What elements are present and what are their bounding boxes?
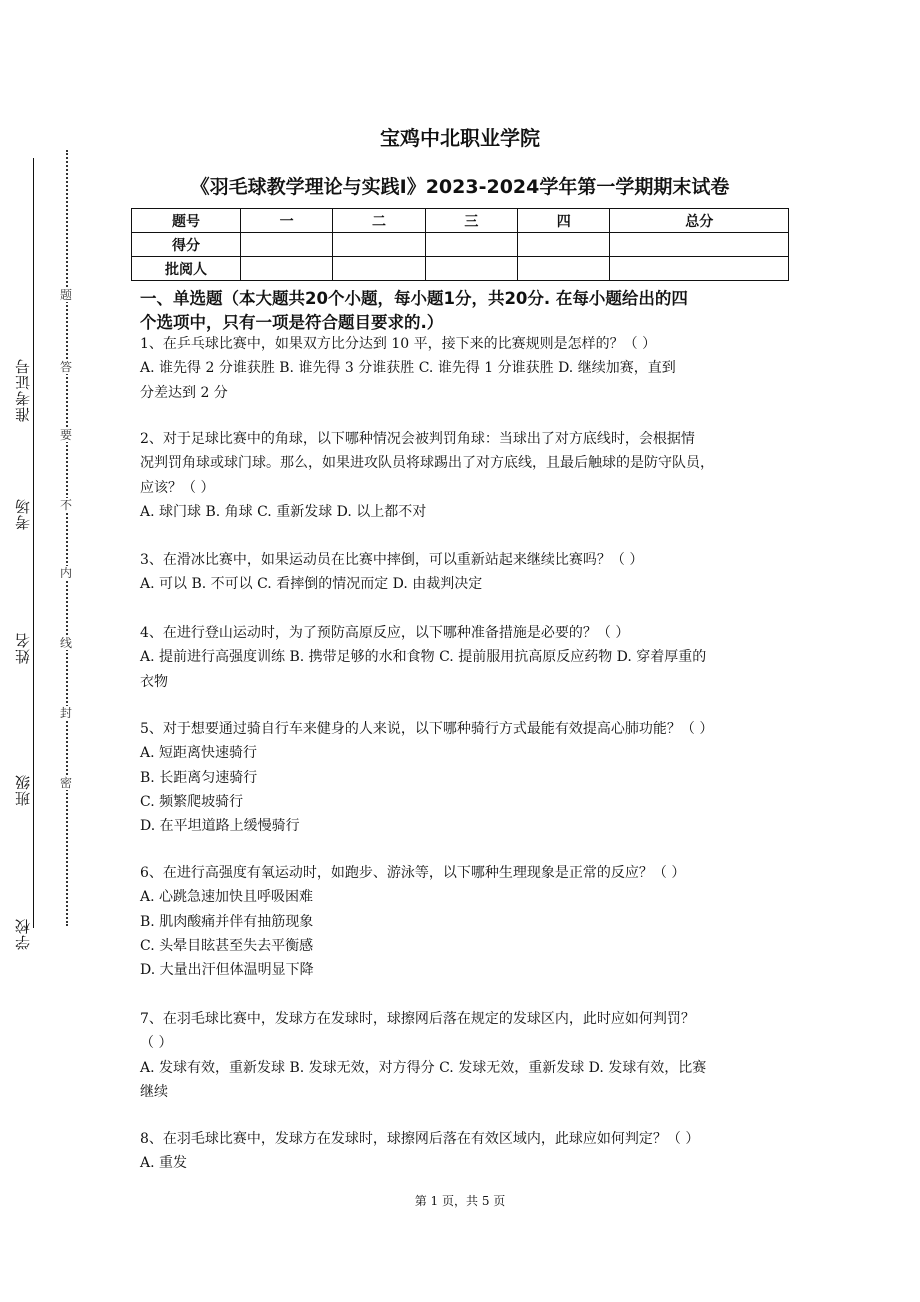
seal-char: 内 (59, 566, 72, 580)
question-line: A. 可以 B. 不可以 C. 看摔倒的情况而定 D. 由裁判决定 (140, 576, 483, 593)
score-table-header-cell: 四 (518, 209, 610, 233)
question-line: （ ） (140, 1035, 173, 1052)
seal-char: 线 (59, 636, 72, 650)
question-line: 1、在乒乓球比赛中，如果双方比分达到 10 平，接下来的比赛规则是怎样的？（ ） (140, 336, 657, 352)
seal-char: 要 (59, 428, 72, 442)
seal-char: 答 (59, 360, 72, 374)
score-table-row (132, 233, 789, 257)
question-line: 况判罚角球或球门球。那么，如果进攻队员将球踢出了对方底线，且最后触球的是防守队员， (140, 455, 714, 472)
score-cell (425, 233, 517, 257)
question-line: A. 发球有效，重新发球 B. 发球无效，对方得分 C. 发球无效，重新发球 D. 发球有效，比赛 (140, 1059, 707, 1076)
question-line: D. 大量出汗但体温明显下降 (140, 962, 314, 979)
score-table-header-cell: 二 (333, 209, 425, 233)
section-heading (140, 287, 800, 335)
question-line: A. 球门球 B. 角球 C. 重新发球 D. 以上都不对 (140, 503, 427, 520)
question-5 (140, 717, 795, 838)
score-cell (610, 233, 789, 257)
score-table-header-cell: 总分 (610, 209, 789, 233)
question-line: 6、在进行高强度有氧运动时，如跑步、游泳等，以下哪种生理现象是正常的反应？（ ） (140, 865, 686, 881)
question-6 (140, 861, 795, 982)
question-line: C. 频繁爬坡骑行 (140, 793, 244, 810)
side-field-class: 班级 (14, 774, 32, 806)
score-table-header-cell: 一 (241, 209, 333, 233)
school-title: 宝鸡中北职业学院 (380, 126, 540, 150)
question-line: 2、对于足球比赛中的角球，以下哪种情况会被判罚角球：当球出了对方底线时，会根据情 (140, 431, 695, 447)
score-cell (241, 233, 333, 257)
side-field-exam-room: 考场 (14, 498, 32, 530)
question-line: 3、在滑冰比赛中，如果运动员在比赛中摔倒，可以重新站起来继续比赛吗？（ ） (140, 552, 644, 568)
binding-solid-line (33, 158, 34, 928)
question-line: A. 提前进行高强度训练 B. 携带足够的水和食物 C. 提前服用抗高原反应药物 D. 穿着厚重的 (140, 649, 707, 666)
question-line: A. 心跳急速加快且呼吸困难 (140, 889, 314, 906)
question-line: A. 谁先得 2 分谁获胜 B. 谁先得 3 分谁获胜 C. 谁先得 1 分谁获胜 D. 继续加赛，直到 (140, 360, 676, 377)
side-field-name: 姓名 (14, 632, 32, 664)
score-cell (518, 257, 610, 281)
score-table-header-cell: 题号 (132, 209, 241, 233)
section-heading-line: 一、单选题（本大题共20个小题，每小题1分，共20分. 在每小题给出的四 (140, 289, 688, 308)
question-line: A. 短距离快速骑行 (140, 745, 258, 762)
question-line: 继续 (140, 1083, 168, 1100)
question-line: B. 长距离匀速骑行 (140, 769, 258, 786)
question-3 (140, 548, 795, 597)
side-field-school: 学校 (14, 918, 32, 950)
side-field-exam-number: 准考证号 (14, 358, 32, 422)
seal-char: 密 (59, 776, 72, 790)
question-line: 分差达到 2 分 (140, 384, 228, 401)
score-row-label: 批阅人 (132, 257, 241, 281)
page-footer: 第 1 页，共 5 页 (414, 1194, 506, 1208)
section-heading-line: 个选项中，只有一项是符合题目要求的.） (140, 313, 444, 332)
question-line: 衣物 (140, 673, 168, 690)
question-4 (140, 621, 795, 694)
question-8 (140, 1127, 795, 1176)
score-table-row (132, 257, 789, 281)
question-line: 7、在羽毛球比赛中，发球方在发球时，球擦网后落在规定的发球区内，此时应如何判罚？ (140, 1011, 695, 1027)
score-cell (333, 233, 425, 257)
score-cell (518, 233, 610, 257)
score-table-header-row (132, 209, 789, 233)
seal-char: 不 (59, 498, 72, 512)
score-cell (333, 257, 425, 281)
score-row-label: 得分 (132, 233, 241, 257)
question-line: 8、在羽毛球比赛中，发球方在发球时，球擦网后落在有效区域内，此球应如何判定？（ ） (140, 1131, 700, 1147)
seal-char: 题 (59, 288, 72, 302)
score-table-header-cell: 三 (425, 209, 517, 233)
binding-dotted-line (66, 150, 68, 926)
question-7 (140, 1007, 795, 1104)
exam-title: 《羽毛球教学理论与实践Ⅰ》2023-2024学年第一学期期末试卷 (190, 176, 730, 198)
question-2 (140, 427, 795, 524)
score-table (131, 208, 789, 281)
question-line: B. 肌肉酸痛并伴有抽筋现象 (140, 913, 314, 930)
score-cell (425, 257, 517, 281)
question-line: 应该？（ ） (140, 479, 215, 496)
score-cell (241, 257, 333, 281)
question-line: A. 重发 (140, 1155, 188, 1172)
question-line: 4、在进行登山运动时，为了预防高原反应，以下哪种准备措施是必要的？（ ） (140, 625, 630, 641)
question-line: 5、对于想要通过骑自行车来健身的人来说，以下哪种骑行方式最能有效提高心肺功能？（ ） (140, 721, 714, 737)
seal-char: 封 (59, 706, 72, 720)
question-1 (140, 332, 795, 405)
question-line: D. 在平坦道路上缓慢骑行 (140, 818, 300, 835)
score-cell (610, 257, 789, 281)
question-line: C. 头晕目眩甚至失去平衡感 (140, 937, 314, 954)
